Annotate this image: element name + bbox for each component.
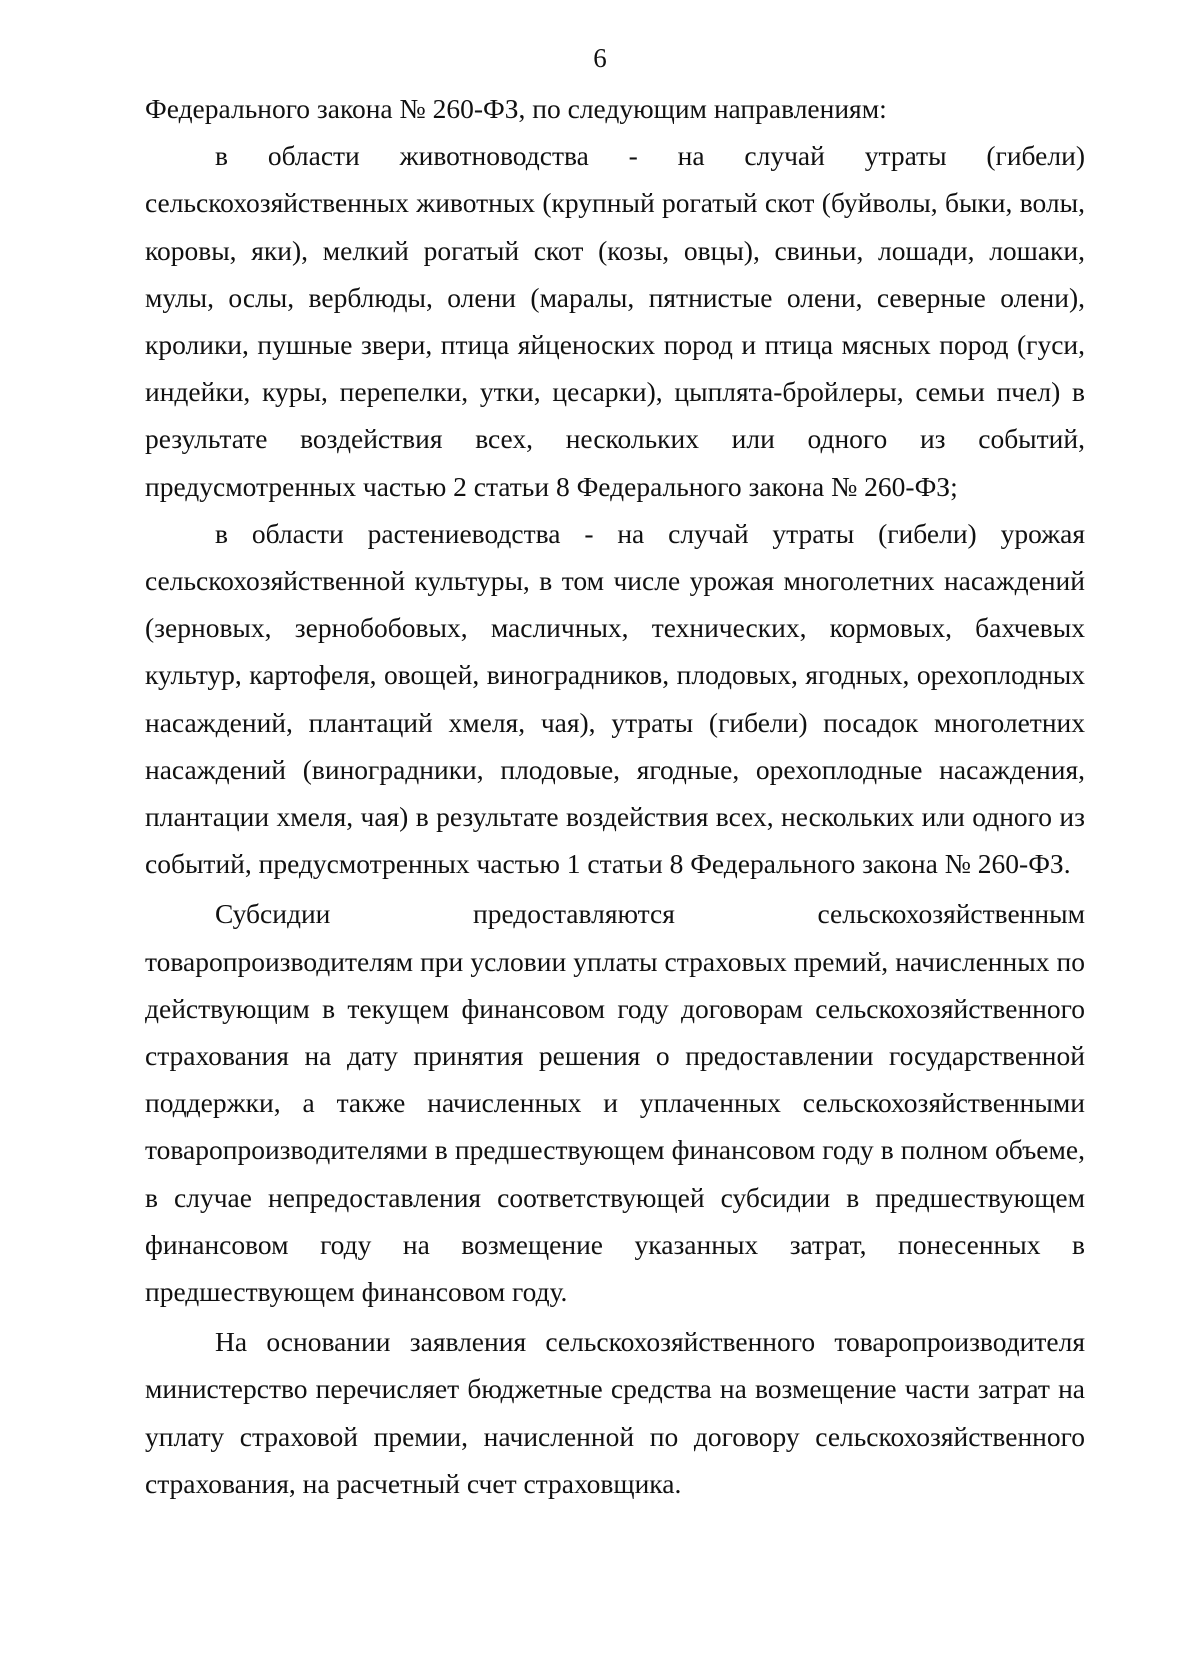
paragraph-funds-transfer: На основании заявления сельскохозяйственного товаропроизводителя министерство перечисляет бюджетные средства на возмещение части затрат на уплату страховой премии, начисленной по договору сельскохозяйственного страхования, на расчетный счет страховщика. (145, 1326, 1085, 1499)
paragraph-crop-production: в области растениеводства - на случай утраты (гибели) урожая сельскохозяйственной культуры, в том числе урожая многолетних насаждений (зерновых, зернобобовых, масличных, технических, кормовых, бахчевых культур, картофеля, овощей, виноградников, плодовых, ягодных, орехоплодных насаждений, плантаций хмеля, чая), утраты (гибели) посадок многолетних насаждений (виноградники, плодовые, ягодные, орехоплодные насаждения, плантации хмеля, чая) в результате воздействия всех, нескольких или одного из событий, предусмотренных частью 1 статьи 8 Федерального закона № 260-ФЗ. (145, 517, 1085, 880)
paragraph-subsidy-conditions: Субсидии предоставляются сельскохозяйственным товаропроизводителям при условии уплаты страховых премий, начисленных по действующим в текущем финансовом году договорам сельскохозяйственного страхования на дату принятия решения о предоставлении государственной поддержки, а также начисленных и уплаченных сельскохозяйственными товаропроизводителями в предшествующем финансовом году в полном объеме, в случае непредоставления соответствующей субсидии в предшествующем финансовом году на возмещение указанных затрат, понесенных в предшествующем финансовом году. (145, 898, 1085, 1308)
page-number: 6 (593, 43, 607, 73)
paragraph-continuation: Федерального закона № 260-ФЗ, по следующим направлениям: (145, 93, 887, 124)
paragraph-livestock: в области животноводства - на случай утраты (гибели) сельскохозяйственных животных (крупный рогатый скот (буйволы, быки, волы, коровы, яки), мелкий рогатый скот (козы, овцы), свиньи, лошади, лошаки, мулы, ослы, верблюды, олени (маралы, пятнистые олени, северные олени), кролики, пушные звери, птица яйценоских пород и птица мясных пород (гуси, индейки, куры, перепелки, утки, цесарки), цыплята-бройлеры, семьи пчел) в результате воздействия всех, нескольких или одного из событий, предусмотренных частью 2 статьи 8 Федерального закона № 260-ФЗ; (145, 140, 1085, 502)
document-body (145, 85, 1085, 1507)
